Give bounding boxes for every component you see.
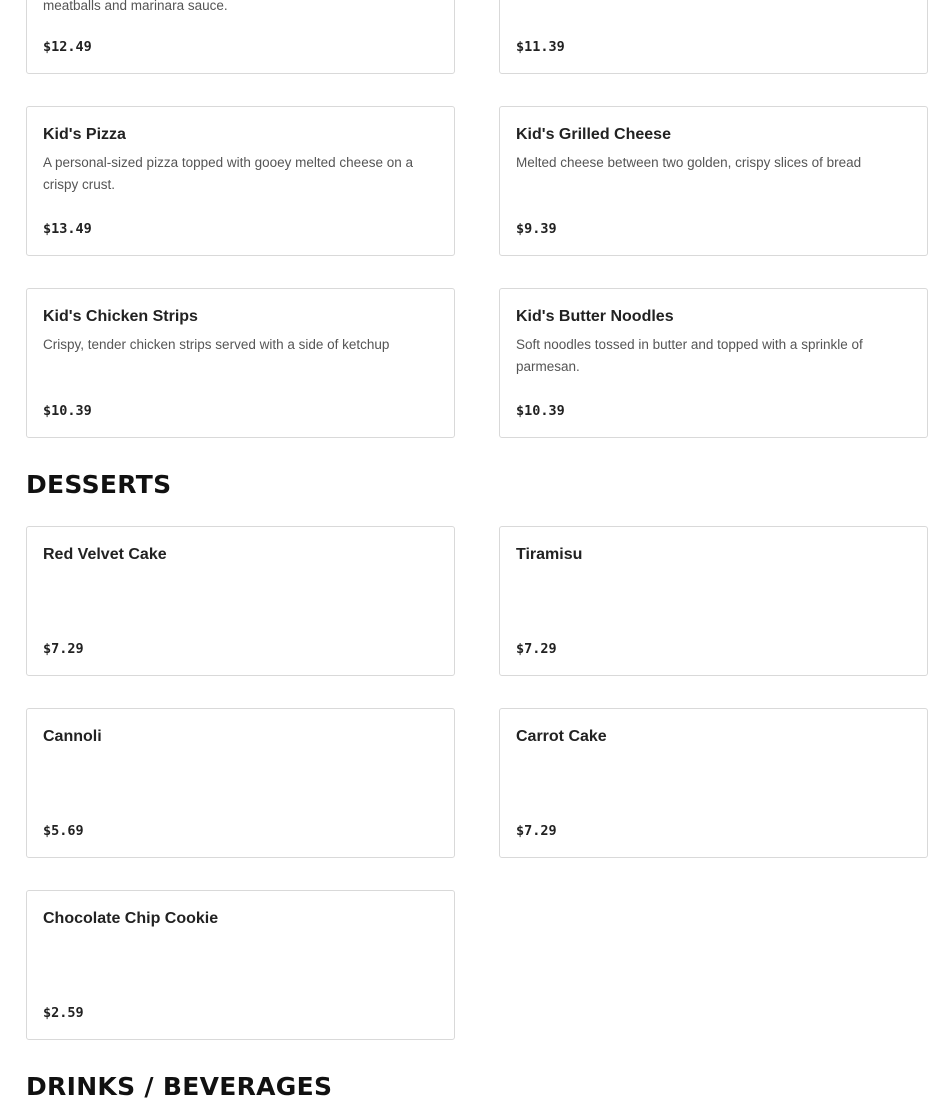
- menu-item-price: $12.49: [43, 39, 92, 55]
- menu-item-name: Tiramisu: [516, 546, 583, 563]
- menu-item-price: $7.29: [43, 641, 84, 657]
- menu-item-card[interactable]: [499, 526, 928, 676]
- menu-item-description: Melted cheese between two golden, crispy slices of bread: [516, 155, 862, 170]
- menu-item-price: $9.39: [516, 221, 557, 237]
- menu-item-price: $7.29: [516, 823, 557, 839]
- menu-item-name: Kid's Pizza: [43, 126, 126, 143]
- menu-item-price: $2.59: [43, 1005, 84, 1021]
- menu-item-card[interactable]: [26, 708, 455, 858]
- menu-item-price: $13.49: [43, 221, 92, 237]
- menu-item-card[interactable]: [499, 708, 928, 858]
- section-heading-drinks: DRINKS / BEVERAGES: [26, 1072, 333, 1100]
- menu-item-name: Kid's Chicken Strips: [43, 308, 198, 325]
- menu-item-card[interactable]: [26, 526, 455, 676]
- section-heading-desserts: DESSERTS: [26, 470, 172, 499]
- menu-item-price: $10.39: [43, 403, 92, 419]
- menu-item-card[interactable]: [499, 0, 928, 74]
- menu-item-price: $11.39: [516, 39, 565, 55]
- menu-item-description: Soft noodles tossed in butter and topped with a sprinkle of parmesan.: [516, 337, 863, 374]
- menu-item-card[interactable]: [26, 288, 455, 438]
- menu-item-name: Kid's Butter Noodles: [516, 308, 674, 325]
- menu-item-name: Red Velvet Cake: [43, 546, 167, 563]
- menu-item-name: Carrot Cake: [516, 728, 607, 745]
- menu-item-card[interactable]: [499, 288, 928, 438]
- menu-item-price: $10.39: [516, 403, 565, 419]
- menu-item-description: A personal-sized pizza topped with gooey melted cheese on a crispy crust.: [43, 155, 413, 192]
- menu-item-card[interactable]: [26, 0, 455, 74]
- menu-item-card[interactable]: [499, 106, 928, 256]
- menu-item-price: $7.29: [516, 641, 557, 657]
- menu-item-name: Cannoli: [43, 728, 102, 745]
- menu-item-price: $5.69: [43, 823, 84, 839]
- menu-item-card[interactable]: [26, 890, 455, 1040]
- menu-item-description: Crispy, tender chicken strips served with a side of ketchup: [43, 337, 390, 352]
- menu-item-description: meatballs and marinara sauce.: [43, 0, 228, 13]
- menu-item-name: Kid's Grilled Cheese: [516, 126, 671, 143]
- menu-item-card[interactable]: [26, 106, 455, 256]
- menu-item-name: Chocolate Chip Cookie: [43, 910, 219, 927]
